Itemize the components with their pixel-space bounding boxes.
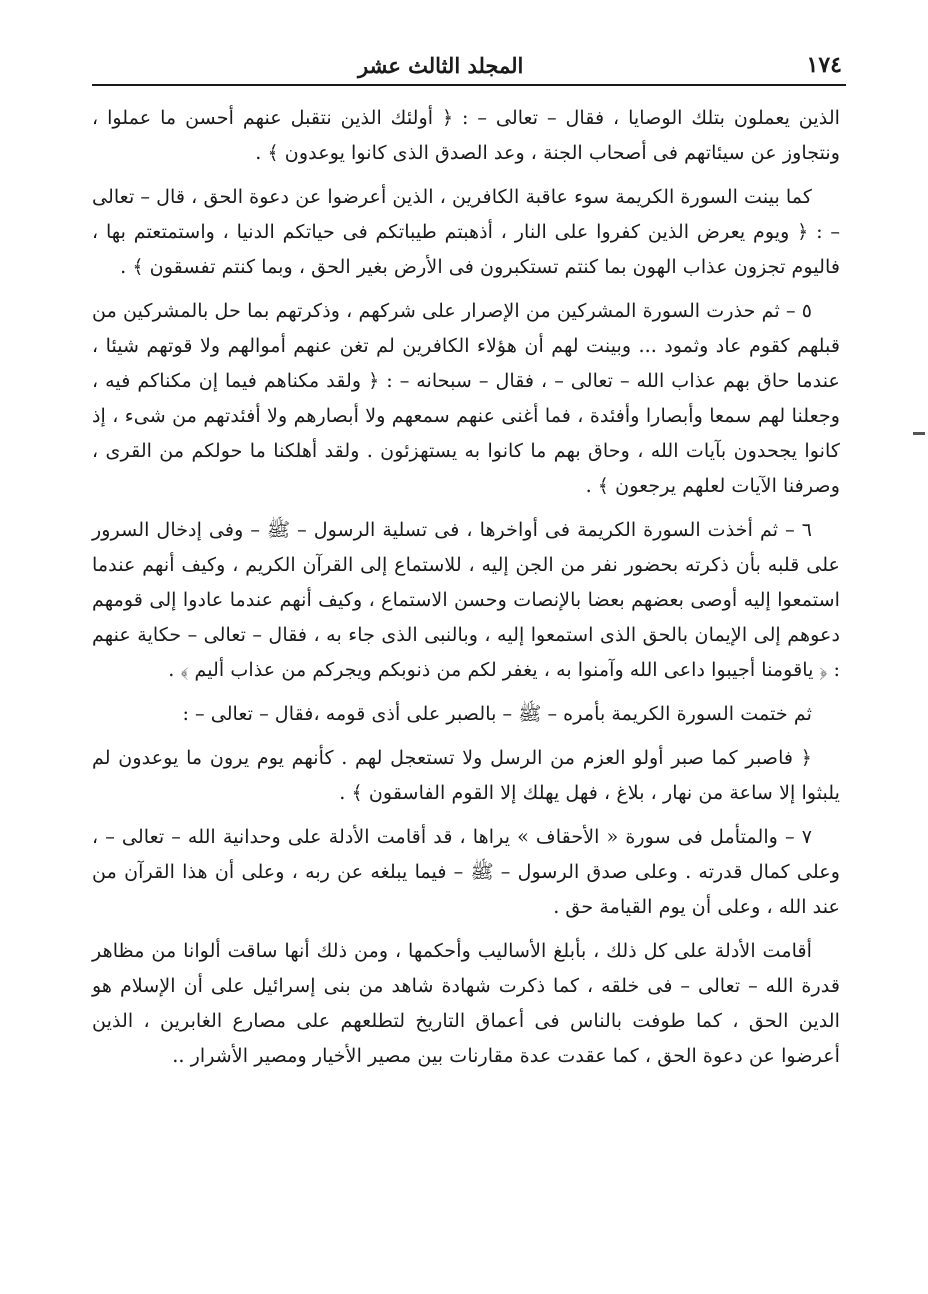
paragraph-3: ٥ – ثم حذرت السورة المشركين من الإصرار على شركهم ، وذكرتهم بما حل بالمشركين من قبلهم كقوم عاد وثمود ... وبينت لهم أن هؤلاء الكافرين لم تغن عنهم أموالهم ولا قوتهم شيئا ، عندما حاق بهم عذاب الله – تعالى – ، فقال – سبحانه – : ﴿ ولقد مكناهم فيما إن مكناكم فيه ، وجعلنا لهم سمعا وأبصارا وأفئدة ، فما أغنى عنهم سمعهم ولا أبصارهم ولا أفئدتهم من شىء ، إذ كانوا يجحدون بآيات الله ، وحاق بهم ما كانوا به يستهزئون . ولقد أهلكنا ما حولكم من القرى ، وصرفنا الآيات لعلهم يرجعون ﴾ . bbox=[92, 299, 840, 497]
page-body bbox=[92, 100, 840, 1073]
running-header bbox=[92, 52, 846, 86]
paragraph-5: ثم ختمت السورة الكريمة بأمره – ﷺ – بالصبر على أذى قومه ،فقال – تعالى – : bbox=[182, 702, 812, 725]
page-number: ١٧٤ bbox=[806, 52, 842, 78]
volume-title: المجلد الثالث عشر bbox=[358, 53, 524, 78]
paragraph-4: ٦ – ثم أخذت السورة الكريمة فى أواخرها ، فى تسلية الرسول – ﷺ – وفى إدخال السرور على قلبه بأن ذكرته بحضور نفر من الجن إليه ، للاستماع إلى القرآن الكريم ، وكيف أنهم عندما استمعوا إليه أوصى بعضهم بعضا بالإنصات وحسن الاستماع ، وكيف أنهم عندما عادوا إلى قومهم دعوهم إلى الإيمان بالحق الذى استمعوا إليه ، وبالنبى الذى جاء به ، فقال – تعالى – حكاية عنهم : ﴿ ياقومنا أجيبوا داعى الله وآمنوا به ، يغفر لكم من ذنوبكم ويجركم من عذاب أليم ﴾ . bbox=[92, 518, 840, 681]
margin-mark bbox=[913, 432, 925, 435]
paragraph-7: ٧ – والمتأمل فى سورة « الأحقاف » يراها ، قد أقامت الأدلة على وحدانية الله – تعالى – ، وعلى كمال قدرته . وعلى صدق الرسول – ﷺ – فيما يبلغه عن ربه ، وعلى أن هذا القرآن من عند الله ، وعلى أن يوم القيامة حق . bbox=[92, 825, 840, 918]
paragraph-1: الذين يعملون بتلك الوصايا ، فقال – تعالى – : ﴿ أولئك الذين نتقبل عنهم أحسن ما عملوا ، ونتجاوز عن سيئاتهم فى أصحاب الجنة ، وعد الصدق الذى كانوا يوعدون ﴾ . bbox=[92, 106, 840, 164]
paragraph-6: ﴿ فاصبر كما صبر أولو العزم من الرسل ولا تستعجل لهم . كأنهم يوم يرون ما يوعدون لم يلبثوا إلا ساعة من نهار ، بلاغ ، فهل يهلك إلا القوم الفاسقون ﴾ . bbox=[92, 746, 840, 804]
paragraph-8: أقامت الأدلة على كل ذلك ، بأبلغ الأساليب وأحكمها ، ومن ذلك أنها ساقت ألوانا من مظاهر قدرة الله – تعالى – فى خلقه ، كما ذكرت شهادة شاهد من بنى إسرائيل على أن الإسلام هو الدين الحق ، كما طوفت بالناس فى أعماق التاريخ لتطلعهم على مصارع الغابرين ، الذين أعرضوا عن دعوة الحق ، كما عقدت عدة مقارنات بين مصير الأخيار ومصير الأشرار .. bbox=[92, 939, 840, 1067]
paragraph-2: كما بينت السورة الكريمة سوء عاقبة الكافرين ، الذين أعرضوا عن دعوة الحق ، قال – تعالى – : ﴿ ويوم يعرض الذين كفروا على النار ، أذهبتم طيباتكم فى حياتكم الدنيا ، واستمتعتم بها ، فاليوم تجزون عذاب الهون بما كنتم تستكبرون فى الأرض بغير الحق ، وبما كنتم تفسقون ﴾ . bbox=[92, 185, 840, 278]
